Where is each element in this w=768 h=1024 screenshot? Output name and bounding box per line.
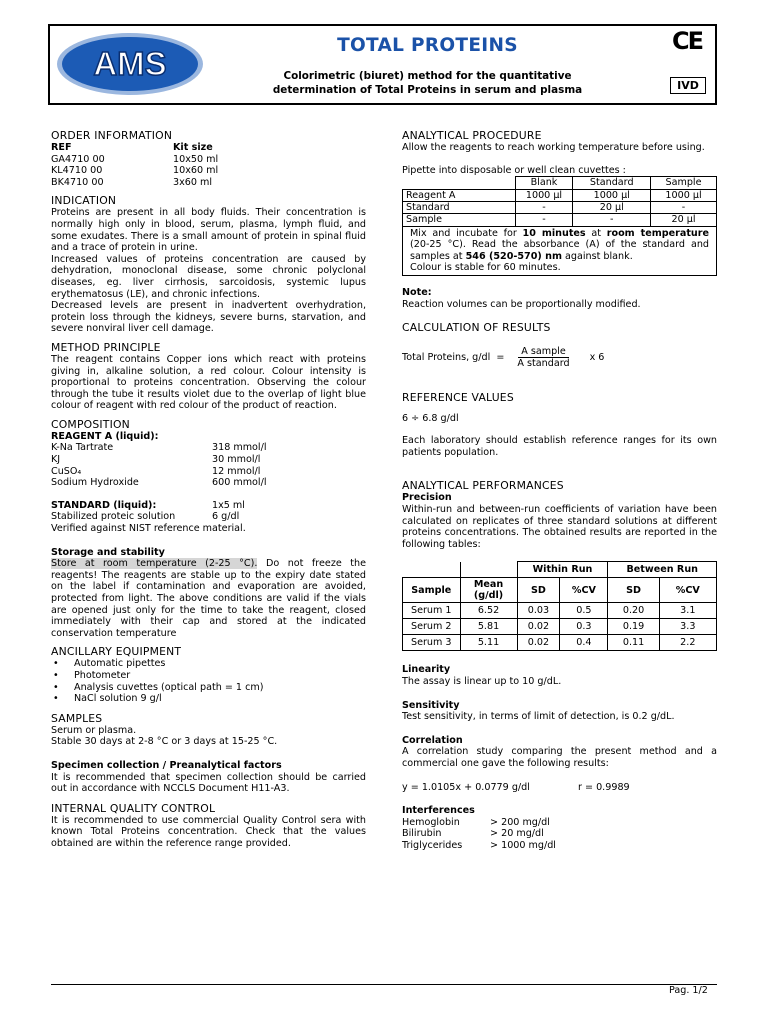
reference-heading: REFERENCE VALUES bbox=[402, 390, 514, 404]
order-row: GA4710 00 10x50 ml bbox=[51, 153, 219, 165]
nist-note: Verified against NIST reference material. bbox=[51, 523, 246, 535]
document-title: TOTAL PROTEINS bbox=[337, 35, 518, 56]
order-col-kit: Kit size bbox=[173, 142, 213, 153]
table-row: Standard - 20 µl - bbox=[403, 202, 717, 214]
table-row: Serum 1 6.52 0.03 0.5 0.20 3.1 bbox=[403, 603, 717, 619]
storage-highlight: Store at room temperature (2-25 °C). bbox=[51, 558, 258, 570]
interference-row: Triglycerides > 1000 mg/dl bbox=[402, 839, 556, 851]
right-column bbox=[402, 129, 717, 852]
reagent-row: CuSO₄ 12 mmol/l bbox=[51, 465, 261, 477]
standard-solution-row: Stabilized proteic solution 6 g/dl bbox=[51, 511, 240, 523]
performance-heading: ANALYTICAL PERFORMANCES bbox=[402, 479, 564, 493]
pipette-text: Pipette into disposable or well clean cuvettes : bbox=[402, 164, 626, 176]
sensitivity-heading: Sensitivity bbox=[402, 699, 460, 711]
table-header: SD bbox=[608, 578, 659, 603]
list-item: • Automatic pipettes bbox=[51, 658, 366, 670]
correlation-result bbox=[402, 782, 717, 794]
list-item: • Analysis cuvettes (optical path = 1 cm) bbox=[51, 682, 366, 694]
table-header: Sample bbox=[403, 578, 461, 603]
samples-line-2: Stable 30 days at 2-8 °C or 3 days at 15-25 °C. bbox=[51, 736, 278, 748]
table-header: Sample bbox=[651, 177, 717, 189]
ancillary-heading: ANCILLARY EQUIPMENT bbox=[51, 645, 182, 659]
indication-para-1: Proteins are present in all body fluids. Their concentration is normally high only in blood, serum, plasma, lymph fluid, and some exudates. There is a small amount of protein in spinal fluid and a trace of protein in urine. bbox=[51, 207, 366, 254]
table-header: Standard bbox=[573, 177, 651, 189]
formula-lhs: Total Proteins, g/dl = bbox=[402, 351, 505, 363]
calculation-heading: CALCULATION OF RESULTS bbox=[402, 320, 551, 334]
table-header: Blank bbox=[515, 177, 573, 189]
ivd-mark: IVD bbox=[670, 77, 706, 94]
note-label: Note: bbox=[402, 287, 432, 299]
table-header: %CV bbox=[659, 578, 716, 603]
table-header: Within Run bbox=[517, 562, 608, 578]
composition-heading: COMPOSITION bbox=[51, 417, 130, 431]
precision-table bbox=[402, 561, 717, 651]
mix-instructions-row: Mix and incubate for 10 minutes at room temperature (20-25 °C). Read the absorbance (A) of the standard and samples at 546 (520-570) nm against blank. Colour is stable for 60 minutes. bbox=[403, 226, 717, 276]
order-heading: ORDER INFORMATION bbox=[51, 129, 173, 142]
list-item: • NaCl solution 9 g/l bbox=[51, 693, 366, 705]
page-number: Pag. 1/2 bbox=[669, 985, 708, 996]
order-row: KL4710 00 10x60 ml bbox=[51, 165, 219, 177]
iqc-text: It is recommended to use commercial Quality Control sera with known Total Proteins concentration. Check that the values obtained are within the reference range provided. bbox=[51, 814, 366, 849]
interference-row: Bilirubin > 20 mg/dl bbox=[402, 828, 544, 840]
correlation-heading: Correlation bbox=[402, 734, 463, 746]
correlation-text: A correlation study comparing the present method and a commercial one gave the following results: bbox=[402, 746, 717, 769]
storage-heading: Storage and stability bbox=[51, 546, 165, 558]
procedure-intro: Allow the reagents to reach working temperature before using. bbox=[402, 142, 705, 153]
ams-logo bbox=[55, 31, 205, 97]
interference-row: Hemoglobin > 200 mg/dl bbox=[402, 816, 550, 828]
standard-size: 1x5 ml bbox=[212, 499, 245, 511]
table-header: %CV bbox=[560, 578, 608, 603]
formula-denominator: A standard bbox=[517, 358, 570, 370]
subtitle-line-2: determination of Total Proteins in serum and plasma bbox=[272, 83, 583, 96]
correlation-r: r = 0.9989 bbox=[578, 781, 630, 793]
indication-heading: INDICATION bbox=[51, 194, 117, 208]
linearity-text: The assay is linear up to 10 g/dL. bbox=[402, 675, 562, 687]
precision-heading: Precision bbox=[402, 492, 452, 504]
document-header bbox=[48, 24, 717, 105]
logo-text: AMS bbox=[93, 45, 167, 82]
order-col-ref: REF bbox=[51, 142, 72, 153]
table-header: SD bbox=[517, 578, 560, 603]
samples-heading: SAMPLES bbox=[51, 711, 103, 725]
interferences-heading: Interferences bbox=[402, 805, 475, 817]
iqc-heading: INTERNAL QUALITY CONTROL bbox=[51, 801, 216, 815]
document-subtitle bbox=[220, 70, 635, 97]
method-heading: METHOD PRINCIPLE bbox=[51, 340, 161, 354]
table-row: Serum 2 5.81 0.02 0.3 0.19 3.3 bbox=[403, 619, 717, 635]
procedure-table bbox=[402, 176, 717, 276]
precision-text: Within-run and between-run coefficients of variation have been calculated on replicates of three standard solutions at different proteins concentrations. The obtained results are reported in the following tables: bbox=[402, 504, 717, 550]
subtitle-line-1: Colorimetric (biuret) method for the quantitative bbox=[283, 70, 572, 82]
note-text: Reaction volumes can be proportionally modified. bbox=[402, 299, 641, 311]
ce-mark: CE bbox=[672, 27, 703, 55]
correlation-equation: y = 1.0105x + 0.0779 g/dl bbox=[402, 781, 530, 793]
table-row: Serum 3 5.11 0.02 0.4 0.11 2.2 bbox=[403, 635, 717, 651]
linearity-heading: Linearity bbox=[402, 664, 451, 676]
formula-factor: x 6 bbox=[589, 351, 605, 363]
samples-line-1: Serum or plasma. bbox=[51, 724, 137, 736]
table-row: Sample - - 20 µl bbox=[403, 214, 717, 226]
specimen-heading: Specimen collection / Preanalytical factors bbox=[51, 759, 282, 771]
order-row: BK4710 00 3x60 ml bbox=[51, 176, 213, 188]
formula-fraction bbox=[514, 346, 572, 370]
standard-row bbox=[51, 500, 366, 512]
table-header: Between Run bbox=[608, 562, 717, 578]
formula-numerator: A sample bbox=[518, 346, 569, 359]
order-table bbox=[51, 142, 366, 188]
table-row: Reagent A 1000 µl 1000 µl 1000 µl bbox=[403, 189, 717, 201]
left-column bbox=[51, 129, 366, 850]
method-text: The reagent contains Copper ions which react with proteins giving in, alkaline solution, a red colour. Colour intensity is proportional to proteins concentration. Observing the colour through the tube it results violet due to the overlap of light blue colour of reagent with red colour of the product of reaction. bbox=[51, 353, 366, 412]
list-item: • Photometer bbox=[51, 670, 366, 682]
reagent-row: KJ 30 mmol/l bbox=[51, 454, 261, 466]
calculation-formula bbox=[402, 345, 717, 371]
reference-range: 6 ÷ 6.8 g/dl bbox=[402, 412, 459, 424]
footer-divider bbox=[51, 984, 717, 985]
reagent-row: Sodium Hydroxide 600 mmol/l bbox=[51, 477, 267, 489]
sensitivity-text: Test sensitivity, in terms of limit of detection, is 0.2 g/dL. bbox=[402, 711, 675, 723]
table-header: Mean (g/dl) bbox=[460, 578, 517, 603]
indication-para-3: Decreased levels are present in inadvertent overhydration, protein loss through the kidneys, severe burns, starvation, and severe nonviral liver cell damage. bbox=[51, 300, 366, 335]
reagent-row: K-Na Tartrate 318 mmol/l bbox=[51, 442, 267, 454]
ancillary-list bbox=[51, 658, 366, 704]
indication-para-2: Increased values of proteins concentration are caused by dehydration, monoclonal disease, some chronic polyclonal diseases, eg. liver cirrhosis, sarcoidosis, systemic lupus erythematosus (LE), and chronic infections. bbox=[51, 253, 366, 300]
specimen-text: It is recommended that specimen collection should be carried out in accordance with NCCLS Document H11-A3. bbox=[51, 771, 366, 795]
procedure-heading: ANALYTICAL PROCEDURE bbox=[402, 129, 542, 142]
standard-label: STANDARD (liquid): bbox=[51, 499, 157, 511]
reagent-a-label: REAGENT A (liquid): bbox=[51, 430, 159, 442]
reference-text: Each laboratory should establish reference ranges for its own patients population. bbox=[402, 435, 717, 458]
storage-text: Store at room temperature (2-25 °C). Do not freeze the reagents! The reagents are stable up to the expiry date stated on the label if contamination and evaporation are avoided, protected from light. The above conditions are valid if the vials are opened just only for the time to take the reagent, closed immediately with their cap and stored at the indicated conservation temperature bbox=[51, 558, 367, 639]
